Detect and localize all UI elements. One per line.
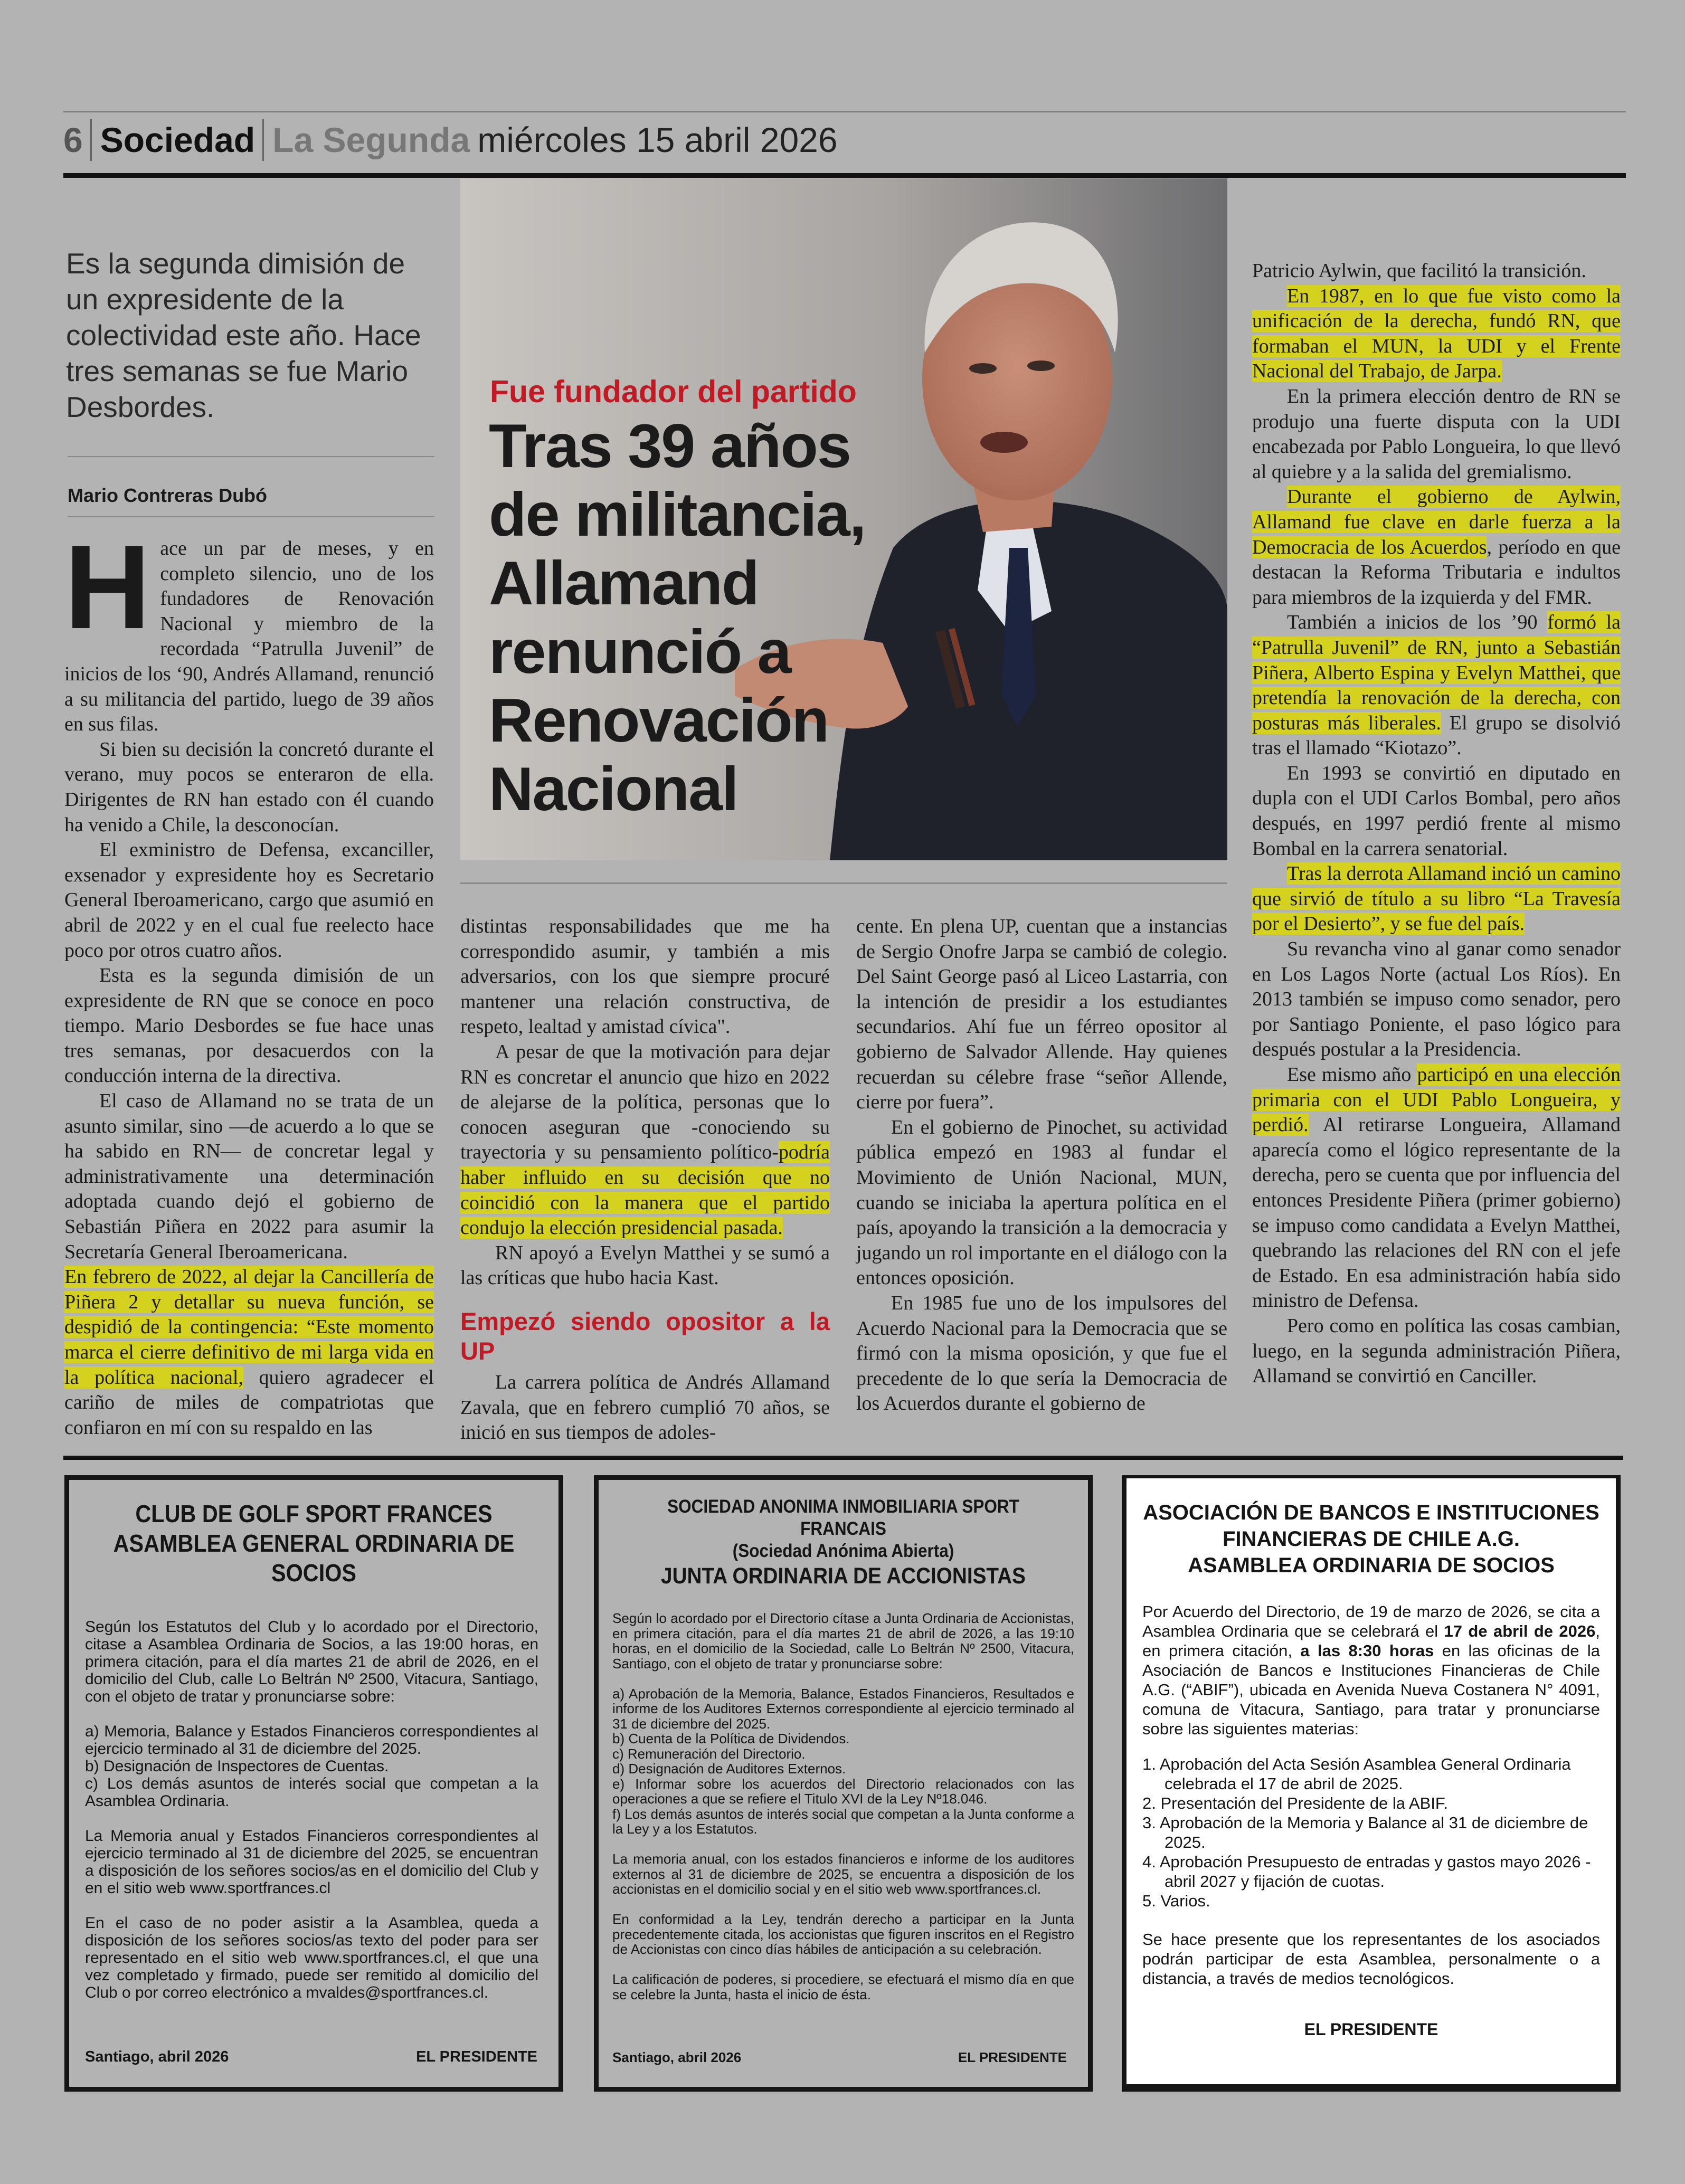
notice-heading: JUNTA ORDINARIA DE ACCIONISTAS [661,1563,1026,1589]
agenda-item: 2. Presentación del Presidente de la ABIF. [1142,1794,1449,1812]
article-byline: Mario Contreras Dubó [68,485,268,506]
notice-place-date: Santiago, abril 2026 [85,2048,229,2065]
notice-closing: Se hace presente que los representantes de los asociados podrán participar de esta Asamblea, personalmente o a distancia, a través de medios tecnológicos. [1142,1930,1600,1988]
article-column-2 [460,914,830,1446]
highlighted-text: En 1987, en lo que fue visto como la unificación de la derecha, fundó RN, que formaban el MUN, la UDI y el Frente Nacional del Trabajo, de Jarpa. [1252,284,1621,383]
article-column-3 [856,914,1227,1417]
intro-text: , en primera citación, [1142,1622,1600,1660]
agenda-item: 4. Aprobación Presupuesto de entradas y gastos mayo 2026 - abril 2027 y fijación de cuotas. [1142,1853,1591,1891]
article-subhead: Empezó siendo opositor a la UP [460,1307,830,1365]
drop-cap: H [64,520,151,653]
issue-date: miércoles 15 abril 2026 [477,120,838,159]
paragraph: Patricio Aylwin, que facilitó la transición. [1252,260,1586,282]
paragraph [1252,284,1621,384]
page-header [63,116,838,164]
photo-rule [460,882,1227,884]
paragraph-text: Ese mismo año [1287,1063,1417,1086]
paragraph: En la primera elección dentro de RN se produjo una fuerte disputa con la UDI encabezada por Pablo Longueira, lo que llevó al quiebre y a la salida del gremialismo. [1252,385,1621,483]
intro-text: Por Acuerdo del Directorio, de 19 de marzo de 2026, se cita a Asamblea Ordinaria que se celebrará el [1142,1602,1600,1640]
paragraph [1252,861,1621,937]
header-rule [63,173,1626,178]
paragraph: distintas responsabilidades que me ha correspondido asumir, y también a mis adversarios, con los que siempre procuré mantener una relación constructiva, de respeto, lealtad y amistad cívica". [460,915,830,1038]
paragraph-text: Al retirarse Longueira, Allamand aparecía como el lógico representante de la derecha, pero se cuenta que por influencia del entonces Presidente Piñera (primer gobierno) se impuso como candidata a Evelyn Matthei, quebrando las relaciones del RN con el jefe de Estado. En esa administración había sido ministro de Defensa. [1252,1114,1621,1312]
notice-place-date: Santiago, abril 2026 [612,2049,742,2065]
notice-body: Según los Estatutos del Club y lo acordado por el Directorio, citase a Asamblea Ordinaria de Socios, a las 19:00 horas, en primera citación, para el día martes 21 de abril de 2026, en el domicilio del Club, calle Lo Beltrán Nº 2500, Vitacura, Santiago, con el objeto de tratar y pronunciarse sobre: a) Memoria, Balance y Estados Financieros correspondientes al ejercicio terminado al 31 de diciembre del 2025. b) Designación de Inspectores de Cuentas. c) Los demás asuntos de interés social que competan a la Asamblea Ordinaria. La Memoria anual y Estados Financieros correspondientes al ejercicio terminado al 31 de diciembre del 2025, se encuentran a disposición de los señores socios/as en el domicilio del Club y en el sitio web www.sportfrances.cl En el caso de no poder asistir a la Asamblea, queda a disposición de los señores socios/as texto del poder para ser representado en el sitio web www.sportfrances.cl, el que una vez completado y firmado, puede ser remitido al domicilio del Club o por correo electrónico a mvaldes@sportfrances.cl. [85,1618,538,2001]
notice-signature: EL PRESIDENTE [958,2049,1067,2065]
agenda-item: 5. Varios. [1142,1892,1210,1910]
paragraph: La carrera política de Andrés Allamand Zavala, que en febrero cumplió 70 años, se inició en sus tiempos de adoles- [460,1371,830,1444]
paragraph: cente. En plena UP, cuentan que a instancias de Sergio Onofre Jarpa se cambió de colegio. Del Saint George pasó al Liceo Lastarria, con la intención de presidir a los estudiantes secundarios. Ahí fue un férreo opositor al gobierno de Salvador Allende. Hay quienes recuerdan su célebre frase “señor Allende, cierre por fuera”. [856,915,1227,1114]
agenda-list [1142,1754,1600,1911]
notice-top-border [1122,1475,1621,1478]
notice-title: SOCIEDAD ANONIMA INMOBILIARIA SPORT FRANCAIS [667,1496,1019,1539]
notice-body: Según lo acordado por el Directorio cítase a Junta Ordinaria de Accionistas, en primera citación, para el día martes 21 de abril de 2026, a las 19:10 horas, en el domicilio de la Sociedad, calle Lo Beltrán Nº 2500, Vitacura, Santiago, con el objeto de tratar y pronunciarse sobre: a) Aprobación de la Memoria, Balance, Estados Financieros, Resultados e informe de los Auditores Externos correspondiente al ejercicio terminado al 31 de diciembre del 2025. b) Cuenta de la Política de Dividendos. c) Remuneración del Directorio. d) Designación de Auditores Externos. e) Informar sobre los acuerdos del Directorio relacionados con las operaciones a que se refiere el Titulo XVI de la Ley Nº18.046. f) Los demás asuntos de interés social que competan a la Junta conforme a la Ley y a los Estatutos. La memoria anual, con los estados financieros e informe de los auditores externos al 31 de diciembre de 2025, se encuentra a disposición de los accionistas en el domicilio social y en el sitio web www.sportfrances.cl. En conformidad a la Ley, tendrán derecho a participar en la Junta precedentemente citada, los accionistas que figuren inscritos en el Registro de Accionistas con cinco días hábiles de anticipación a su celebración. La calificación de poderes, si procediere, se efectuará el mismo día en que se celebre la Junta, hasta el inicio de ésta. [612,1610,1074,2002]
paragraph-text: También a inicios de los ’90 [1287,611,1548,634]
paragraph: Si bien su decisión la concretó durante el verano, muy pocos se enteraron de ella. Dirigentes de RN han estado con él cuando ha venido a Chile, la desconocían. [64,738,434,836]
page-number: 6 [63,119,92,161]
highlighted-text: participó en una elección primaria con el UDI Pablo Longueira, y perdió. [1252,1063,1621,1136]
notice-heading: ASAMBLEA ORDINARIA DE SOCIOS [1188,1554,1555,1577]
byline-rule [68,516,434,517]
notice-subtitle: ASAMBLEA GENERAL ORDINARIA DE SOCIOS [113,1530,515,1587]
article-column-1 [64,520,434,1440]
article-headline: Tras 39 años de militancia, Allamand renunció a Renovación Nacional [489,411,866,823]
notice-signature: EL PRESIDENTE [1304,2020,1438,2039]
notice-golf-club [64,1475,563,2092]
paragraph: RN apoyó a Evelyn Matthei y se sumó a las críticas que hubo hacia Kast. [460,1241,830,1289]
paragraph: El caso de Allamand no se trata de un asunto similar, sino —de acuerdo a lo que se ha sabido en RN— de concretar legal y administrativamente una determinación adoptada cuando dejó el gobierno de Sebastián Piñera en 2022 para asumir la Secretaría General Iberoamericana. [64,1090,434,1263]
newspaper-name: La Segunda [272,120,470,159]
article-deck: Es la segunda dimisión de un expresidente de la colectividad este año. Hace tres semanas se fue Mario Desbordes. [66,247,421,423]
paragraph: En el gobierno de Pinochet, su actividad pública empezó en 1983 al fundar el Movimiento de Unión Nacional, MUN, cuando se iniciaba la apertura política en el país, apoyando la transición a la democracia y jugando un rol importante en el diálogo con la entonces oposición. [856,1116,1227,1289]
article-kicker: Fue fundador del partido [490,374,857,409]
paragraph-text: , período en que destacan la Reforma Tributaria e indultos para miembros de la izquierda y del FMR. [1252,536,1621,609]
paragraph-text: ace un par de meses, y en completo silencio, uno de los fundadores de Renovación Nacional y miembro de la recordada “Patrulla Juvenil” de inicios de los ‘90, Andrés Allamand, renunció a su militancia del partido, luego de 39 años en sus filas. [64,537,434,736]
paragraph: Pero como en política las cosas cambian, luego, en la segunda administración Piñera, Allamand se convirtió en Canciller. [1252,1314,1621,1388]
paragraph-text: A pesar de que la motivación para dejar RN es concretar el anuncio que hizo en 2022 de alejarse de la política, personas que lo conocen aseguran que -conociendo su trayectoria y su pensamiento político- [460,1040,830,1164]
deck-rule [68,456,434,457]
highlighted-text: formó la “Patrulla Juvenil” de RN, junto a Sebastián Piñera, Alberto Espina y Evelyn Matthei, que pretendía la renovación de la derecha, con posturas más liberales. [1252,611,1621,734]
paragraph [1252,610,1621,761]
paragraph [64,520,434,737]
paragraph: Su revancha vino al ganar como senador en Los Lagos Norte (actual Los Ríos). En 2013 también se impuso como senador, pero por Santiago Poniente, el paso lógico para después postular a la Presidencia. [1252,938,1621,1061]
agenda-item: 3. Aprobación de la Memoria y Balance al 31 de diciembre de 2025. [1142,1813,1588,1851]
notice-subtitle: (Sociedad Anónima Abierta) [732,1541,954,1561]
paragraph-text: quiero agradecer el cariño de miles de compatriotas que confiaron en mí con su respaldo en las [64,1366,434,1439]
highlighted-text: En febrero de 2022, al dejar la Cancillería de Piñera 2 y detallar su nueva función, se despidió de la contingencia: “Este momento marca el cierre definitivo de mi larga vida en la política nacional, [64,1266,434,1389]
paragraph: En 1985 fue uno de los impulsores del Acuerdo Nacional para la Democracia que se firmó con la misma oposición, y que fue el precedente de lo que sería la Democracia de los Acuerdos durante el gobierno de [856,1292,1227,1415]
intro-text: en las oficinas de la Asociación de Bancos e Instituciones Financieras de Chile A.G. (“ABIF”), ubicada en Avenida Nueva Costanera N° 4091, comuna de Vitacura, Santiago, para tratar y pronunciarse sobre las siguientes materias: [1142,1641,1601,1738]
notice-inmobiliaria [594,1475,1093,2092]
top-rule [63,111,1626,112]
paragraph [460,1040,830,1241]
paragraph: En 1993 se convirtió en diputado en dupla con el UDI Carlos Bombal, pero años después, en 1997 perdió frente al mismo Bombal en la carrera senatorial. [1252,762,1621,860]
paragraph-text: El grupo se disolvió tras el llamado “Kiotazo”. [1252,711,1621,759]
highlighted-text: Durante el gobierno de Aylwin, Allamand fue clave en darle fuerza a la Democracia de los Acuerdos [1252,486,1621,558]
paragraph [1252,485,1621,610]
highlighted-text: podría haber influido en su decisión que no coincidió con la manera que el partido condujo la elección presidencial pasada. [460,1141,830,1239]
notice-signature: EL PRESIDENTE [416,2048,537,2065]
notice-title: ASOCIACIÓN DE BANCOS E INSTITUCIONES [1143,1501,1599,1524]
paragraph: Esta es la segunda dimisión de un expresidente de RN que se conoce en poco tiempo. Mario Desbordes se fue hace unas tres semanas, por desacuerdos con la conducción interna de la directiva. [64,964,434,1087]
highlighted-text: Tras la derrota Allamand inció un camino que sirvió de título a su libro “La Travesía por el Desierto”, y se fue del país. [1252,862,1621,935]
notice-intro [1142,1602,1600,1739]
agenda-item: 1. Aprobación del Acta Sesión Asamblea General Ordinaria celebrada el 17 de abril de 2025. [1142,1755,1571,1793]
ads-top-rule [63,1456,1623,1460]
paragraph [1252,1062,1621,1314]
article-column-4 [1252,259,1621,1389]
section-name: Sociedad [92,119,264,161]
meeting-date: 17 de abril de 2026 [1444,1622,1596,1640]
notice-subtitle: FINANCIERAS DE CHILE A.G. [1223,1527,1520,1551]
notice-title: CLUB DE GOLF SPORT FRANCES [135,1500,493,1527]
paragraph [64,1265,434,1440]
paragraph: El exministro de Defensa, excanciller, exsenador y expresidente hoy es Secretario General Iberoamericano, cargo que asumió en abril de 2022 y en el cual fue reelecto hace poco por otros cuatro años. [64,839,434,962]
notice-abif [1122,1475,1621,2092]
meeting-time: a las 8:30 horas [1300,1641,1434,1660]
